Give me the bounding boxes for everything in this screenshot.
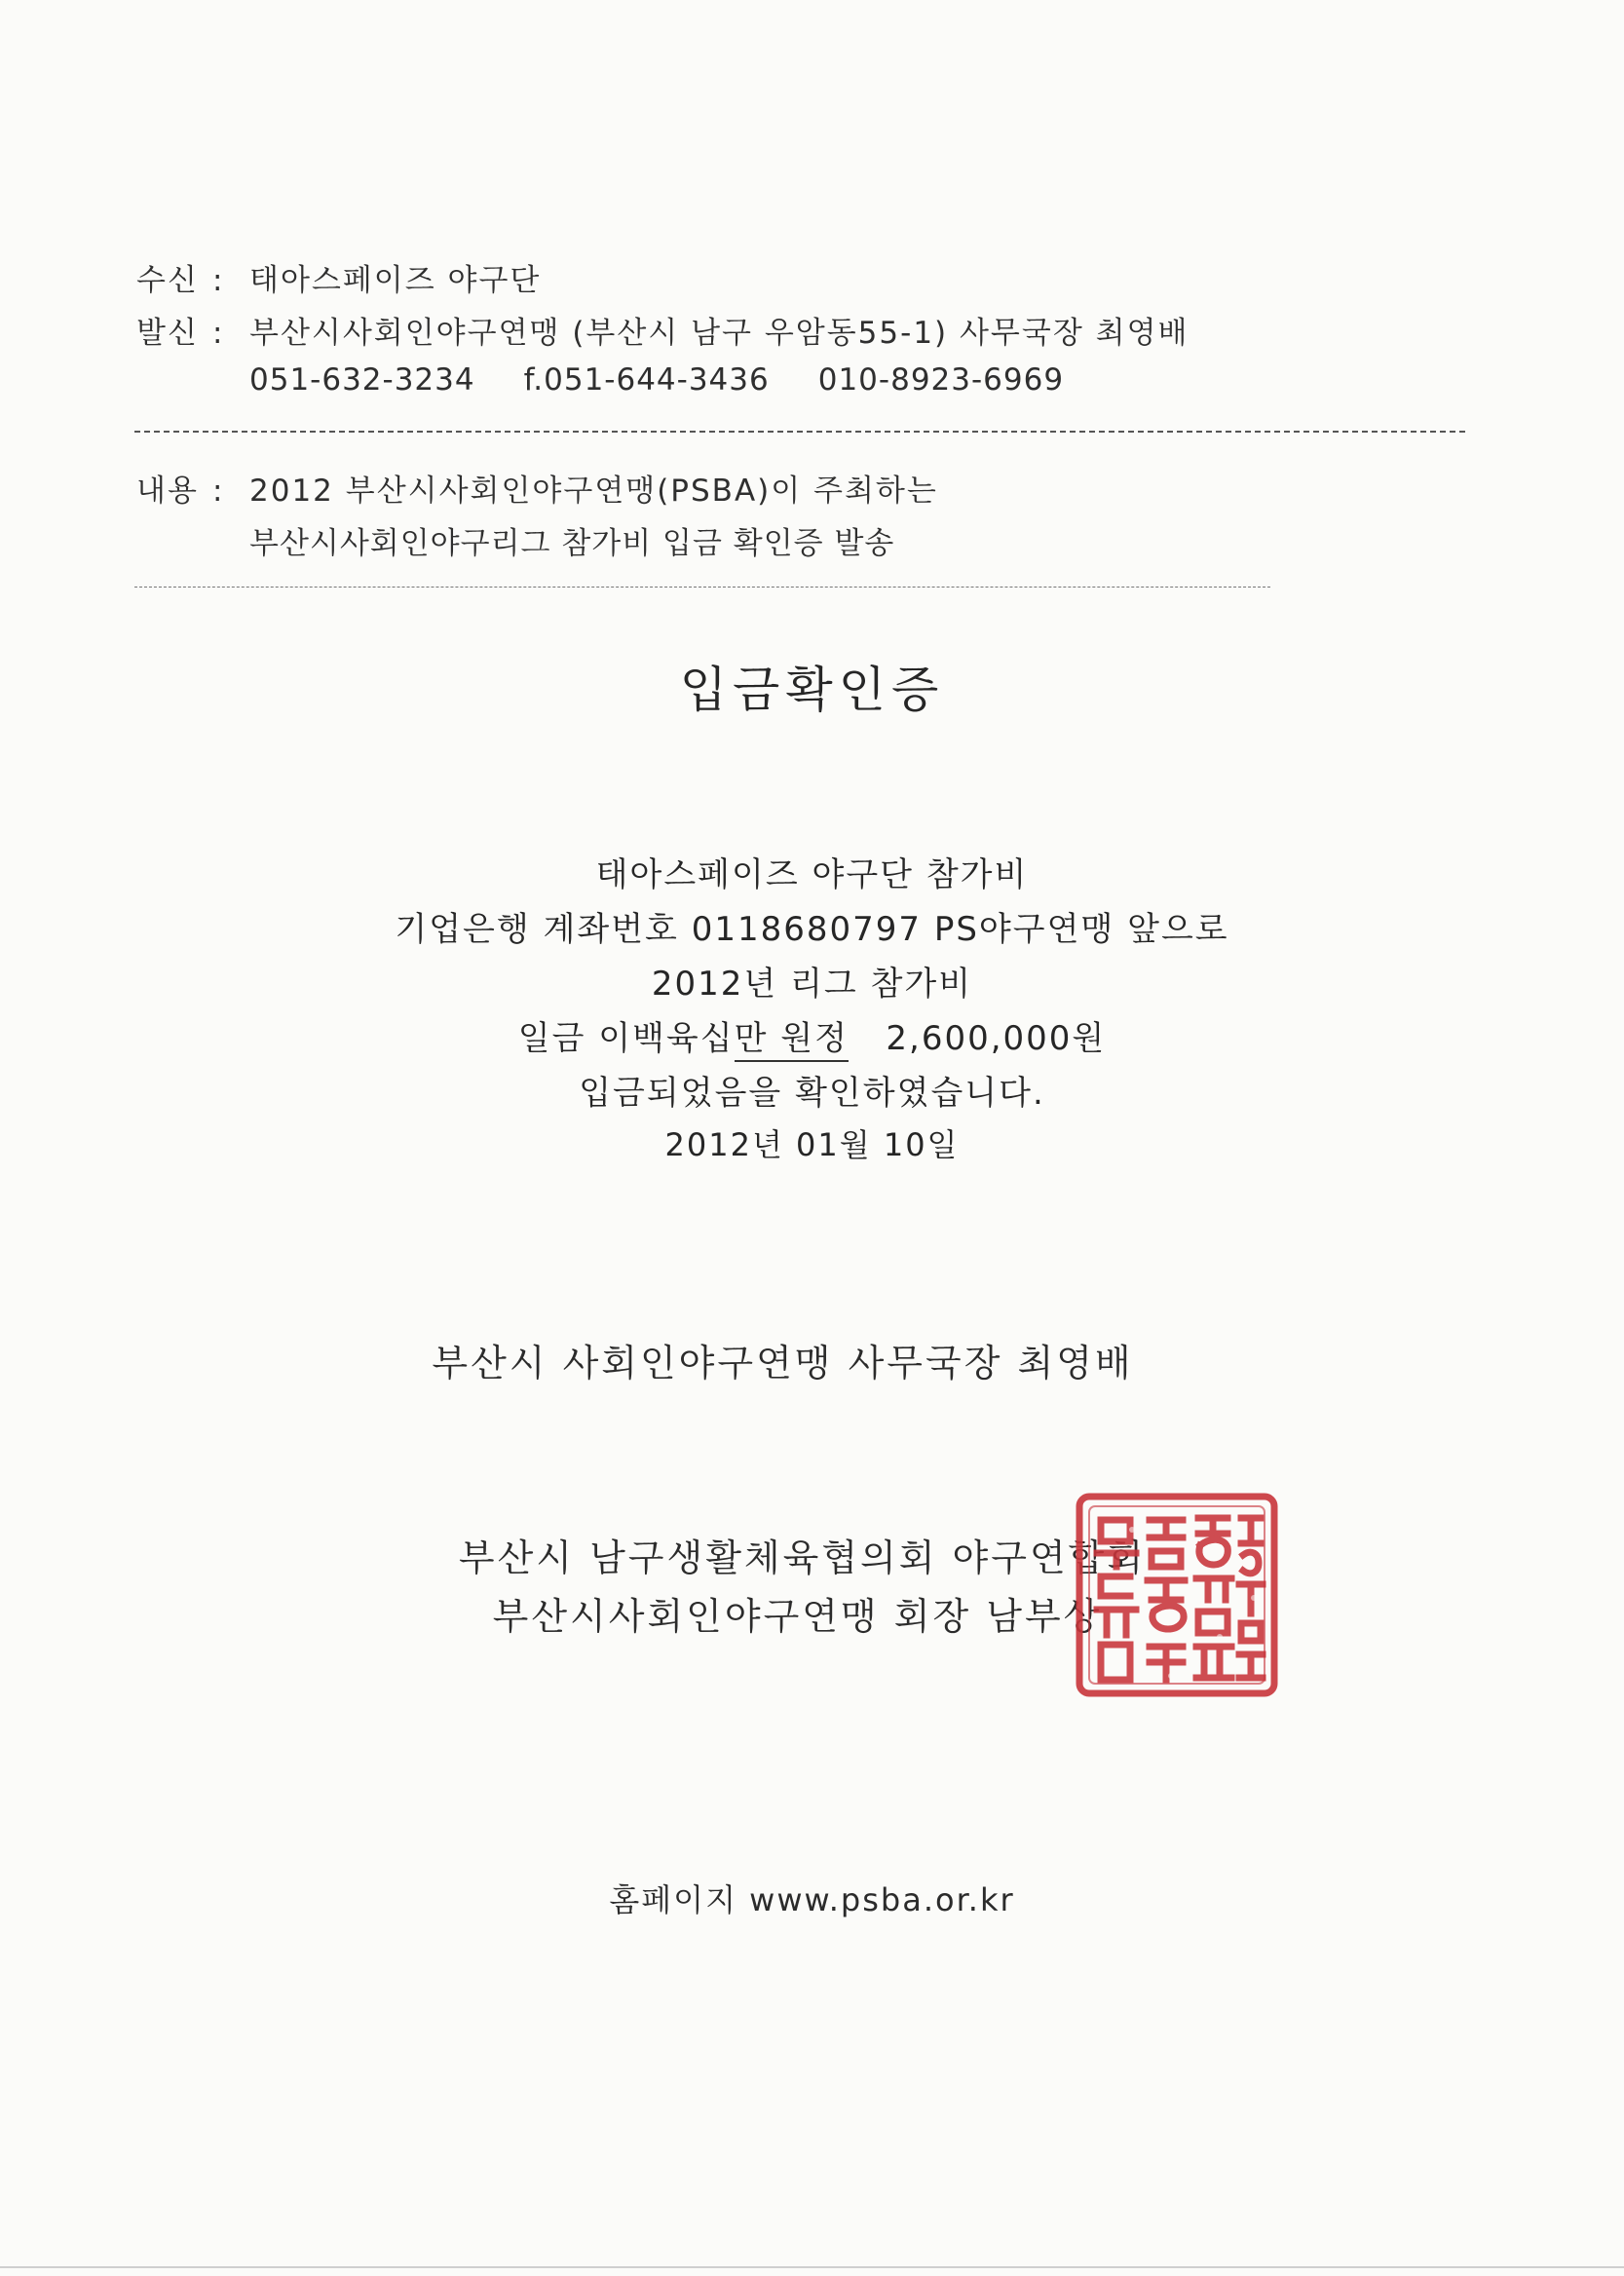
- amount-words-underlined: 만 원정: [735, 1019, 849, 1062]
- recipient-colon: :: [212, 263, 225, 298]
- secretary-signature: 부산시 사회인야구연맹 사무국장 최영배: [432, 1342, 1134, 1385]
- sender-colon: :: [212, 316, 225, 351]
- recipient-row: [136, 255, 541, 299]
- contact-row: [249, 362, 1113, 398]
- homepage-footer: 홈페이지 www.psba.or.kr: [609, 1881, 1015, 1918]
- document-title: 입금확인증: [679, 662, 945, 718]
- recipient-label: 수신: [136, 263, 199, 298]
- content-colon: :: [212, 474, 225, 509]
- certificate-line-amount: [0, 1011, 1624, 1059]
- content-row: [136, 466, 938, 510]
- certificate-date: 2012년 01월 10일: [664, 1126, 960, 1163]
- mobile-number: 010-8923-6969: [817, 362, 1065, 398]
- content-divider: [134, 587, 1270, 588]
- president-signature: 부산시사회인야구연맹 회장 남부상: [492, 1595, 1103, 1638]
- association-name: 부산시 남구생활체육협의회 야구연합회: [458, 1536, 1147, 1579]
- amount-words: 일금 이백육십: [517, 1019, 735, 1058]
- recipient-value: 태아스페이즈 야구단: [249, 263, 542, 298]
- official-seal-stamp: [1074, 1491, 1280, 1699]
- certificate-line-confirm: 입금되었음을 확인하였습니다.: [579, 1074, 1045, 1113]
- certificate-line-league: 2012년 리그 참가비: [651, 965, 973, 1004]
- phone-number: 051-632-3234: [249, 362, 475, 398]
- sender-label: 발신: [136, 316, 199, 351]
- certificate-line-account: 기업은행 계좌번호 0118680797 PS야구연맹 앞으로: [395, 910, 1229, 949]
- scan-bottom-edge: [0, 2266, 1624, 2268]
- sender-value: 부산시사회인야구연맹 (부산시 남구 우암동55-1) 사무국장 최영배: [249, 316, 1190, 351]
- content-label: 내용: [136, 474, 199, 509]
- amount-number: 2,600,000원: [886, 1019, 1107, 1058]
- certificate-line-team: 태아스페이즈 야구단 참가비: [595, 855, 1029, 894]
- sender-row: [136, 308, 1189, 352]
- fax-number: f.051-644-3436: [523, 362, 770, 398]
- header-divider: [134, 431, 1465, 433]
- content-line-1: 2012 부산시사회인야구연맹(PSBA)이 주최하는: [249, 474, 938, 509]
- content-line-2: 부산시사회인야구리그 참가비 입금 확인증 발송: [249, 526, 895, 561]
